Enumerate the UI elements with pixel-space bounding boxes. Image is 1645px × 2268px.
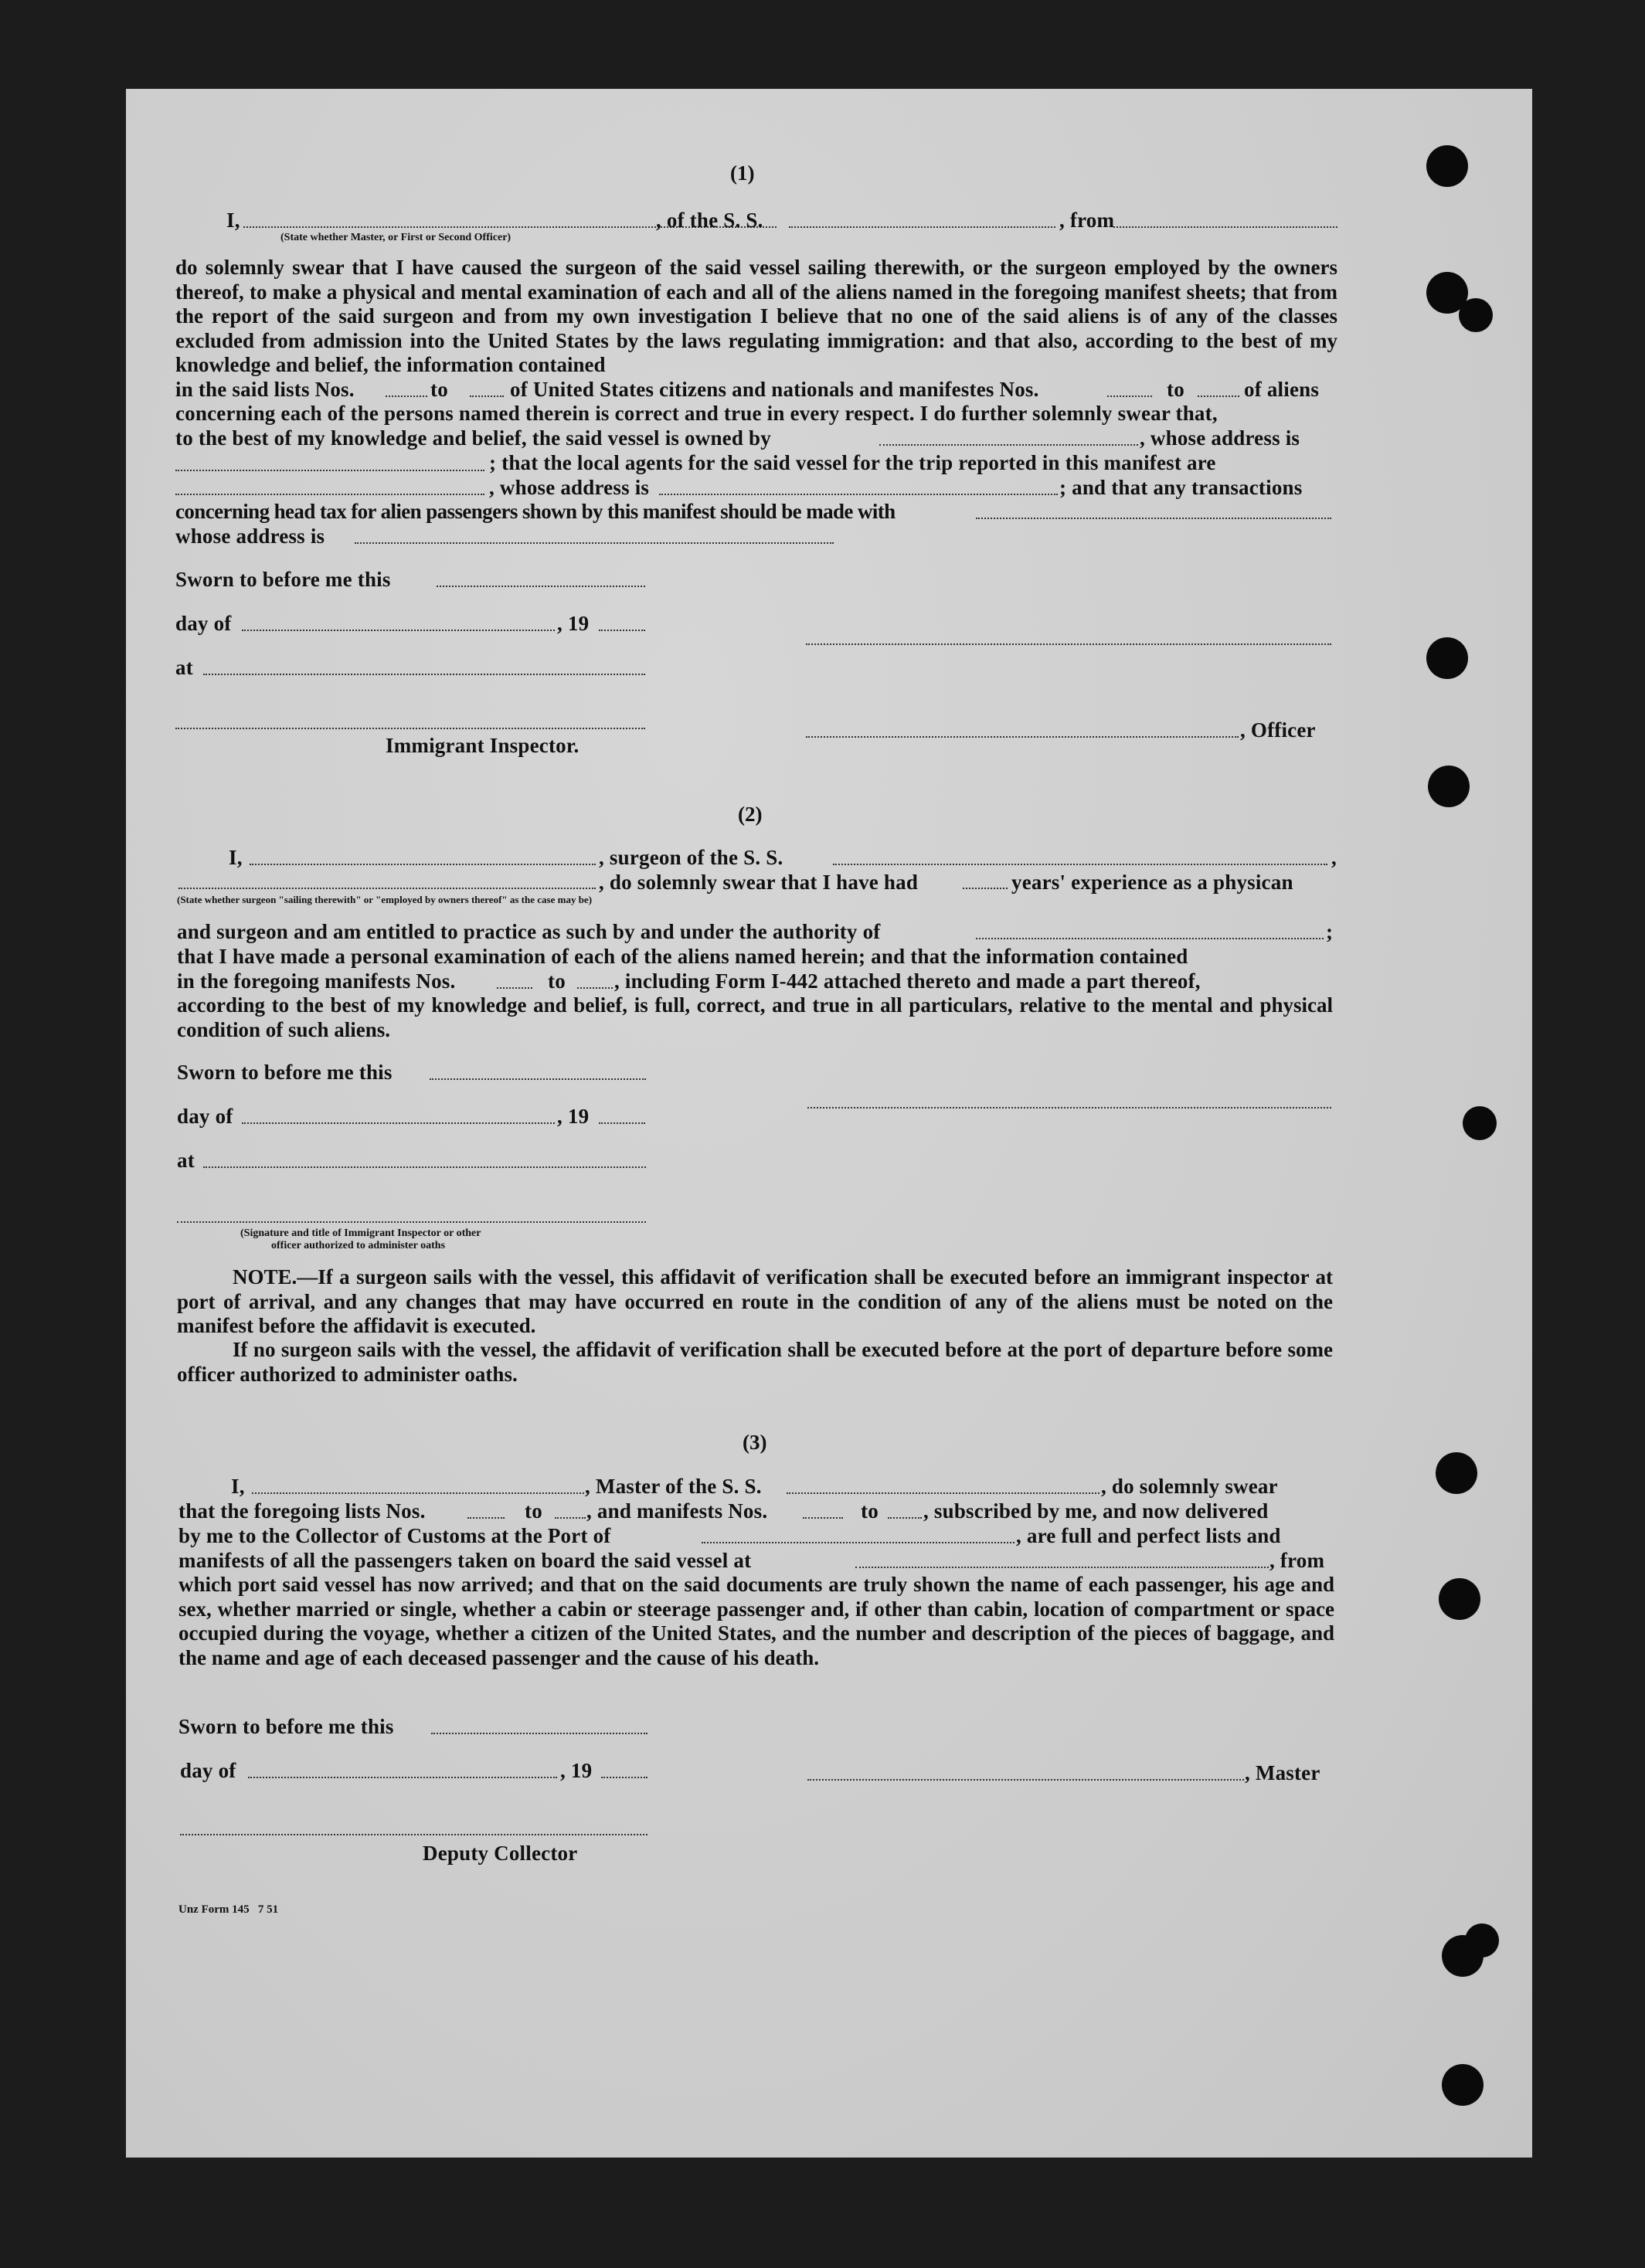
s1-at-blank: [203, 674, 645, 675]
s3-year: , 19: [560, 1759, 593, 1782]
s1-day-blank: [242, 630, 555, 631]
s1-local-agents: ; that the local agents for the said vessel for the trip reported in this manifest are: [489, 451, 1216, 474]
s1-at: at: [175, 656, 193, 679]
s1-lists-to-blank: [470, 396, 504, 397]
s2-at: at: [177, 1149, 195, 1172]
s2-at-blank: [203, 1166, 646, 1168]
s2-day-blank: [242, 1122, 555, 1124]
s1-body-paragraph: do solemnly swear that I have caused the surgeon of the said vessel sailing therewith, or the surgeon employed by the owners thereof, to make a physical and mental examination of each and all of the aliens named in the foregoing manifest sheets; that from the report of the said surgeon and from my own investigation I believe that no one of the said aliens is of any of the classes excluded from admission into the United States by the laws regulating immigration: and that also, according to the best of my knowledge and belief, the information contained: [175, 256, 1337, 376]
s2-body-b: that I have made a personal examination of each of the aliens named herein; and that the information contained: [177, 945, 1188, 968]
s2-including: , including Form I-442 attached thereto and made a part thereof,: [614, 969, 1201, 993]
punch-hole: [1426, 145, 1468, 187]
s3-manifests-from-blank: [803, 1517, 843, 1519]
s2-sworn-blank: [430, 1078, 646, 1080]
s2-manifests-from-blank: [497, 987, 532, 989]
s2-comma: ,: [1331, 846, 1337, 869]
section-2-number: (2): [738, 803, 763, 826]
s3-subscribed: , subscribed by me, and now delivered: [923, 1499, 1269, 1523]
s3-from: , from: [1269, 1549, 1325, 1572]
s2-note-2: If no surgeon sails with the vessel, the affidavit of verification shall be executed before at the port of departure before some officer authorized to administer oaths.: [177, 1338, 1333, 1386]
s2-state-note: (State whether surgeon "sailing therewith" or "employed by owners thereof" as the case may be): [177, 894, 593, 905]
s3-sworn-blank: [431, 1733, 647, 1734]
s2-semicolon: ;: [1326, 920, 1334, 943]
punch-hole: [1442, 2064, 1484, 2106]
s3-manifests-to-blank: [888, 1517, 922, 1519]
s2-note-1: NOTE.—If a surgeon sails with the vessel, this affidavit of verification shall be executed before an immigrant inspector at port of arrival, and any changes that may have occurred en route in the condition of any of the aliens must be noted on the manifest before the affidavit is executed.: [177, 1265, 1333, 1337]
s2-manifests-label: in the foregoing manifests Nos.: [177, 969, 456, 993]
document-page: [126, 89, 1532, 2158]
s3-master-of: , Master of the S. S.: [585, 1475, 762, 1498]
s1-manifests-from-blank: [1107, 396, 1152, 397]
s2-years: years' experience as a physican: [1011, 871, 1293, 894]
s3-year-blank: [601, 1777, 647, 1778]
s1-lists-label: in the said lists Nos.: [175, 378, 355, 401]
section-1-number: (1): [730, 161, 755, 185]
s1-vessel-blank: [789, 226, 1055, 228]
s1-signature-blank: [806, 643, 1331, 645]
s1-head-tax-address-blank: [355, 542, 834, 544]
s2-vessel-blank: [833, 864, 1327, 865]
s3-deputy-blank: [180, 1834, 647, 1835]
s3-to-1: to: [525, 1499, 542, 1523]
s1-day-of: day of: [175, 612, 232, 635]
s1-officer: , Officer: [1240, 718, 1316, 742]
s2-body-c: according to the best of my knowledge and belief, is full, correct, and true in all particulars, relative to the mental and physical condition of such aliens.: [177, 993, 1333, 1041]
s3-vessel-blank: [787, 1492, 1099, 1494]
s3-embark-blank: [855, 1567, 1269, 1568]
s1-concerning-line: concerning each of the persons named therein is correct and true in every respect. I do further solemnly swear that,: [175, 402, 1218, 425]
s1-agents-blank: [175, 494, 484, 495]
s2-sworn: Sworn to before me this: [177, 1061, 393, 1084]
s1-from-blank: [1113, 226, 1337, 228]
s3-day-blank: [248, 1777, 557, 1778]
s1-whose-address-label: whose address is: [175, 525, 325, 548]
s1-whose-address: , whose address is: [1140, 426, 1300, 450]
s3-lists-to-blank: [555, 1517, 586, 1519]
s3-body-d: which port said vessel has now arrived; and that on the said documents are truly shown the name of each passenger, his age and sex, whether married or single, whether a cabin or steerage passenger and, if other than cabin, location of compartment or space occupied during the voyage, whether a citizen of the United States, and the number and description of the pieces of baggage, and the name and age of each deceased passenger and the cause of his death.: [178, 1573, 1334, 1669]
s1-i-label: I,: [226, 209, 240, 232]
s1-owned-label: to the best of my knowledge and belief, the said vessel is owned by: [175, 426, 771, 450]
s3-taken: manifests of all the passengers taken on board the said vessel at: [178, 1549, 752, 1572]
s1-sworn-blank: [437, 586, 645, 587]
s3-full-lists: , are full and perfect lists and: [1016, 1524, 1281, 1547]
s3-lists-from-blank: [467, 1517, 505, 1519]
s2-years-blank: [963, 888, 1008, 889]
s1-manifests-to-blank: [1198, 396, 1239, 397]
s3-day-of: day of: [180, 1759, 236, 1782]
form-number: Unz Form 145 7 51: [178, 1903, 279, 1916]
s2-name-blank: [250, 864, 596, 865]
s1-owner-blank: [879, 444, 1138, 446]
s1-officer-note: (State whether Master, or First or Second Officer): [280, 232, 512, 243]
s2-signature-blank: [807, 1107, 1331, 1109]
punch-hole: [1463, 1106, 1497, 1140]
s3-sworn: Sworn to before me this: [178, 1715, 394, 1738]
s1-transactions: ; and that any transactions: [1059, 476, 1303, 499]
s1-owner-address-blank: [175, 470, 484, 471]
s3-master-sig-blank: [807, 1779, 1244, 1781]
s1-officer-blank-2: [806, 736, 1239, 738]
s2-authority: and surgeon and am entitled to practice as such by and under the authority of: [177, 920, 881, 943]
s1-inspector-blank: [175, 728, 645, 729]
s3-solemnly: , do solemnly swear: [1101, 1475, 1278, 1498]
s1-head-tax: concerning head tax for alien passengers shown by this manifest should be made with: [175, 500, 896, 523]
s3-name-blank: [252, 1492, 584, 1494]
s3-i-label: I,: [231, 1475, 245, 1498]
s3-foregoing: that the foregoing lists Nos.: [178, 1499, 426, 1523]
s1-year-blank: [599, 630, 645, 631]
s3-port-blank: [702, 1542, 1015, 1543]
s1-inspector: Immigrant Inspector.: [386, 734, 579, 757]
s3-master: , Master: [1245, 1761, 1320, 1784]
s1-of-aliens: of aliens: [1244, 378, 1320, 401]
s2-manifests-to-blank: [577, 987, 613, 989]
s2-year-blank: [599, 1122, 645, 1124]
s2-i-label: I,: [229, 846, 243, 869]
s2-day-of: day of: [177, 1105, 233, 1128]
s3-manifests: , and manifests Nos.: [586, 1499, 768, 1523]
s3-collector: by me to the Collector of Customs at the Port of: [178, 1524, 611, 1547]
s2-sig-note-1: (Signature and title of Immigrant Inspector or other: [240, 1227, 481, 1239]
s2-surgeon-of: , surgeon of the S. S.: [599, 846, 783, 869]
s2-year: , 19: [557, 1105, 590, 1128]
s2-authority-blank: [976, 938, 1324, 939]
s1-citizens-text: of United States citizens and nationals and manifestes Nos.: [510, 378, 1039, 401]
s1-head-tax-blank: [976, 518, 1331, 519]
s1-to-1: to: [430, 378, 448, 401]
s1-to-2: to: [1167, 378, 1184, 401]
s2-inspector-sig-blank: [177, 1221, 646, 1223]
s1-lists-from-blank: [386, 396, 427, 397]
s1-from: , from: [1059, 209, 1115, 232]
s3-deputy: Deputy Collector: [423, 1842, 578, 1865]
s3-to-2: to: [861, 1499, 879, 1523]
s1-agents-address-blank: [659, 494, 1058, 495]
s2-status-blank: [178, 888, 596, 889]
punch-hole: [1426, 637, 1468, 679]
punch-hole: [1465, 1923, 1499, 1957]
punch-hole: [1436, 1452, 1477, 1494]
s1-sworn: Sworn to before me this: [175, 568, 391, 591]
section-3-number: (3): [743, 1431, 767, 1454]
punch-hole: [1428, 766, 1470, 807]
s1-year: , 19: [557, 612, 590, 635]
punch-hole: [1459, 298, 1493, 332]
s1-of-the-ss: , of the S. S.: [656, 209, 763, 232]
s2-solemnly: , do solemnly swear that I have had: [599, 871, 919, 894]
punch-hole: [1439, 1578, 1480, 1620]
s2-to: to: [548, 969, 566, 993]
s2-sig-note-2: officer authorized to administer oaths: [271, 1240, 446, 1251]
s1-whose-address-2: , whose address is: [489, 476, 650, 499]
